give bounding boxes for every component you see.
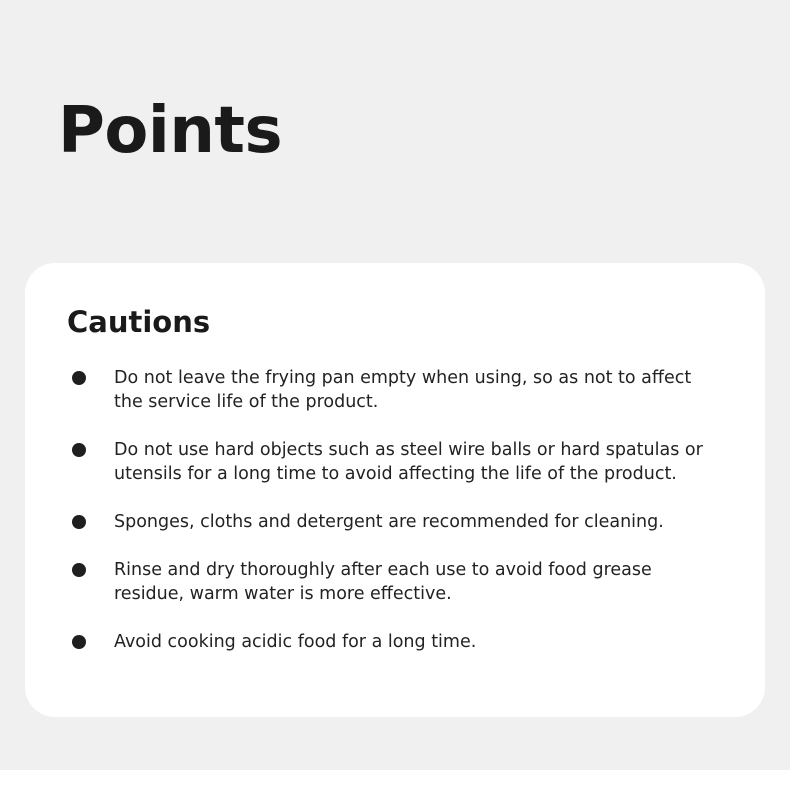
list-item-text: Do not use hard objects such as steel wire balls or hard spatulas or utensils for a long time to avoid affecting the life of the product. [114,440,703,484]
list-item [25,630,765,654]
list-item-text: Rinse and dry thoroughly after each use to avoid food grease residue, warm water is more effective. [114,560,652,604]
page-title: Points [58,94,283,168]
list-item [25,558,765,606]
bullet-dot-icon [72,515,86,529]
bullet-dot-icon [72,443,86,457]
cautions-card [25,263,765,717]
list-item-text: Do not leave the frying pan empty when using, so as not to affect the service life of the product. [114,368,692,412]
list-item-text: Sponges, cloths and detergent are recommended for cleaning. [114,512,664,532]
bullet-dot-icon [72,371,86,385]
bullet-dot-icon [72,635,86,649]
cautions-list [25,366,765,678]
bullet-dot-icon [72,563,86,577]
list-item [25,510,765,534]
list-item [25,366,765,414]
list-item-text: Avoid cooking acidic food for a long time. [114,632,477,652]
cautions-title: Cautions [67,305,211,339]
list-item [25,438,765,486]
